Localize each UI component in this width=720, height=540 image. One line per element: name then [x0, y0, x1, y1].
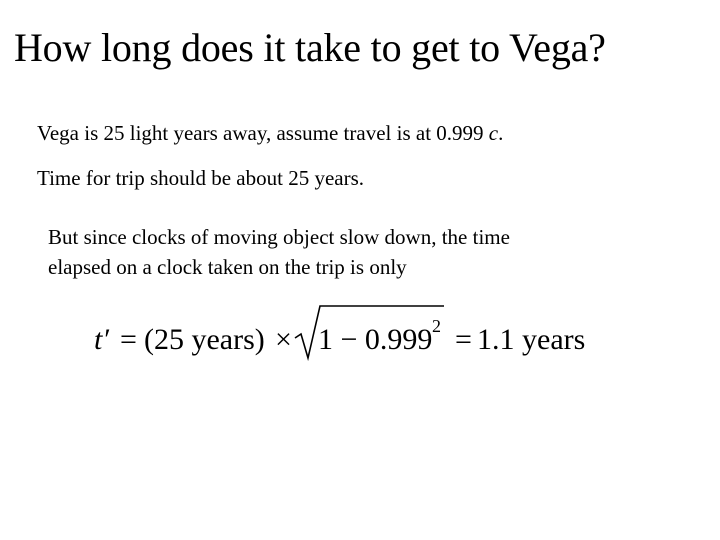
time-dilation-line-1: But since clocks of moving object slow down, the time — [48, 225, 510, 249]
equation-exponent: 2 — [432, 316, 441, 336]
equation-result: 1.1 years — [477, 323, 586, 356]
slide-title: How long does it take to get to Vega? — [14, 25, 606, 70]
distance-statement — [37, 118, 503, 148]
equation-lhs: t′ — [94, 323, 109, 356]
distance-period: . — [498, 121, 504, 145]
time-dilation-line-2: elapsed on a clock taken on the trip is only — [48, 255, 407, 279]
time-dilation-statement — [48, 222, 510, 282]
equation-svg — [92, 300, 602, 370]
equation-radicand: 1 − 0.999 — [318, 323, 433, 356]
equation-equals: = — [120, 323, 137, 356]
speed-of-light-symbol: c — [488, 121, 499, 145]
trip-time-statement: Time for trip should be about 25 years. — [37, 166, 365, 190]
time-dilation-equation — [92, 300, 602, 370]
distance-text: Vega is 25 light years away, assume travel is at 0.999 — [37, 121, 489, 145]
equation-factor: (25 years) — [144, 323, 265, 356]
result-equals: = — [455, 323, 472, 356]
equation-times: × — [275, 323, 292, 356]
